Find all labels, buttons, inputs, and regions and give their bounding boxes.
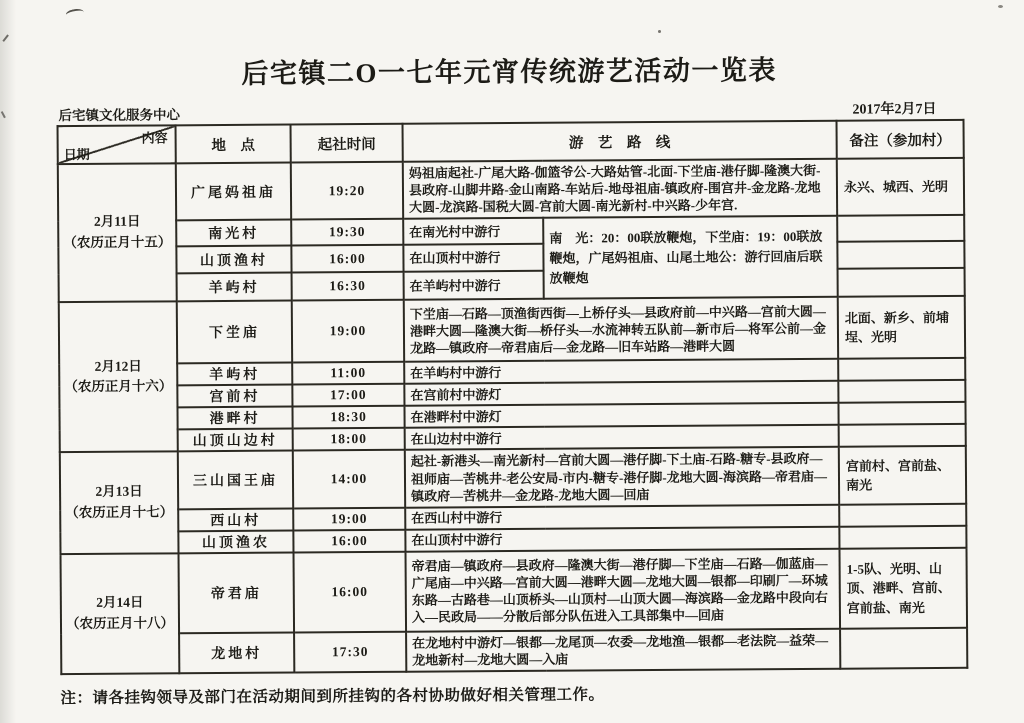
time-cell: 16:00 (293, 530, 405, 553)
lunar-date-label: （农历正月十六） (64, 378, 173, 395)
route-cell: 在羊屿村中游行 (404, 271, 544, 300)
scan-mark (998, 5, 1003, 8)
corner-header-cell (58, 125, 176, 164)
table-row (61, 548, 968, 634)
date-label: 2月11日 (93, 213, 141, 230)
location-cell: 山顶渔村 (176, 246, 291, 274)
route-cell: 在港畔村中游灯 (404, 403, 838, 428)
location-cell: 帝君庙 (179, 552, 295, 633)
remark-cell: 1-5队、光明、山顶、港畔、宫前、宫前盐、南光 (839, 548, 967, 629)
location-cell: 三山国王庙 (178, 451, 293, 509)
document-title: 后宅镇二O一七年元宵传统游艺活动一览表 (241, 55, 778, 89)
date-cell (61, 553, 180, 674)
route-cell: 在西山村中游行 (405, 505, 839, 530)
lunar-date-label: （农历正月十五） (63, 234, 172, 251)
remark-cell: 宫前村、宫前盐、南光 (839, 446, 966, 504)
remark-cell-empty (838, 402, 965, 425)
footnote: 注：请各挂钩领导及部门在活动期间到所挂钩的各村协助做好相关管理工作。 (60, 686, 605, 708)
side-note-cell: 南 光：20：00联放鞭炮，下坣庙：19：00联放鞭炮，广尾妈祖庙、山尾土地公：游行回庙后联放鞭炮 (543, 216, 838, 299)
header-route: 游 艺 路 线 (403, 121, 837, 162)
table-row (59, 296, 965, 364)
location-cell: 港畔村 (177, 407, 292, 430)
location-cell: 宫前村 (177, 385, 292, 408)
location-cell: 羊屿村 (177, 273, 292, 302)
remark-cell-empty (839, 504, 966, 527)
location-cell: 羊屿村 (177, 363, 292, 386)
route-cell: 起社-新港头—南光新村—宫前大圆—港仔脚-下土庙-石路-糖专-县政府—祖师庙—苦桃井-老公安局-市内-糖专-港仔脚-龙地大圆-海滨路—帝君庙—镇政府—苦桃井—金龙路-龙地大圆—回庙 (405, 447, 839, 507)
time-cell: 19:30 (291, 219, 403, 246)
date-label: 2月14日 (96, 594, 144, 611)
corner-label-content: 内容 (141, 130, 168, 146)
remark-cell-empty (838, 268, 965, 297)
route-cell: 在南光村中游行 (403, 218, 543, 245)
route-cell: 妈祖庙起社-广尾大路-伽篮爷公-大路姑管-北面-下坣庙-港仔脚-隆澳大街-县政府-山脚井路-金山南路-车站后-地母祖庙-镇政府-围宫井-金龙路-龙地大圆-龙滨路-国税大圆-宫前大圆-南光新村-中兴路-少年宫. (403, 159, 837, 219)
scanned-document (56, 47, 967, 709)
remark-cell-empty (837, 215, 964, 242)
location-cell: 南光村 (176, 220, 291, 247)
time-cell: 18:00 (293, 428, 405, 451)
table-row (61, 628, 967, 675)
time-cell: 11:00 (292, 362, 404, 385)
time-cell: 17:00 (292, 384, 404, 407)
location-cell: 龙地村 (179, 632, 294, 673)
location-cell: 下坣庙 (177, 301, 292, 364)
location-cell: 西山村 (178, 508, 293, 531)
remark-cell-empty (837, 241, 964, 269)
remark-cell-empty (839, 424, 966, 447)
route-cell: 在羊屿村中游行 (404, 359, 838, 384)
time-cell: 19:00 (292, 300, 404, 363)
header-remark: 备注（参加村） (837, 120, 964, 159)
org-name: 后宅镇文化服务中心 (58, 107, 180, 124)
route-cell: 在宫前村中游灯 (404, 381, 838, 406)
remark-cell-empty (838, 380, 965, 403)
table-row (58, 158, 964, 222)
lunar-date-label: （农历正月十七） (65, 504, 174, 521)
date-label: 2月13日 (95, 483, 143, 500)
scan-mark (658, 30, 661, 33)
table-row (58, 215, 964, 247)
corner-label-date: 日期 (63, 146, 90, 163)
activities-table (57, 119, 969, 676)
route-cell: 下坣庙—石路—顶渔街西街—上桥仔头—县政府前—中兴路—宫前大圆—港畔大圆—隆澳大街—桥仔头—水流神转五队前—新市后—将军公前—金龙路—镇政府—帝君庙后—金龙路—旧车站路—港畔大圆 (404, 297, 838, 362)
date-cell (59, 302, 178, 453)
time-cell: 14:00 (293, 450, 405, 508)
route-cell: 在山顶村中游行 (403, 244, 543, 272)
lunar-date-label: （农历正月十八） (65, 615, 175, 632)
time-cell: 16:00 (294, 552, 407, 633)
remark-cell-empty (839, 526, 966, 549)
remark-cell: 永兴、城西、光明 (837, 158, 964, 216)
location-cell: 山顶山边村 (178, 429, 293, 452)
route-cell: 在龙地村中游灯—银都—龙尾顶—农委—龙地渔—银都—老法院—益荣—龙地新村—龙地大圆—入庙 (406, 629, 840, 672)
time-cell: 16:30 (292, 272, 404, 301)
time-cell: 16:00 (291, 245, 403, 273)
location-cell: 山顶渔农 (178, 530, 293, 553)
header-row (58, 120, 964, 164)
route-cell: 帝君庙—镇政府—县政府—隆澳大街—港仔脚—下坣庙—石路—伽蓝庙—广尾庙—中兴路—宫前大圆—港畔大圆—龙地大圆—银都—印刷厂—环城东路—古路巷—山顶桥头—山顶村—山顶大圆—海滨路—金龙路中段向右入—民政局——分散后部分队伍进入工具部集中—回庙 (405, 549, 840, 632)
header-start-time: 起社时间 (291, 124, 403, 163)
date-cell (58, 163, 177, 302)
date-cell (60, 452, 179, 554)
table-row (60, 446, 966, 510)
time-cell: 19:20 (291, 162, 403, 220)
remark-cell: 北面、新乡、前埔埕、光明 (838, 296, 965, 359)
page-edge-shadow (0, 0, 16, 723)
issue-date: 2017年2月7日 (852, 102, 937, 118)
time-cell: 19:00 (293, 508, 405, 531)
date-label: 2月12日 (94, 358, 142, 374)
scan-mark (65, 7, 85, 20)
remark-cell-empty (838, 358, 965, 381)
route-cell: 在山边村中游行 (405, 425, 839, 450)
time-cell: 17:30 (294, 632, 406, 673)
time-cell: 18:30 (292, 406, 404, 429)
remark-cell-empty (840, 628, 967, 669)
route-cell: 在山顶村中游行 (405, 527, 839, 552)
location-cell: 广尾妈祖庙 (176, 163, 291, 221)
header-location: 地 点 (176, 125, 291, 164)
